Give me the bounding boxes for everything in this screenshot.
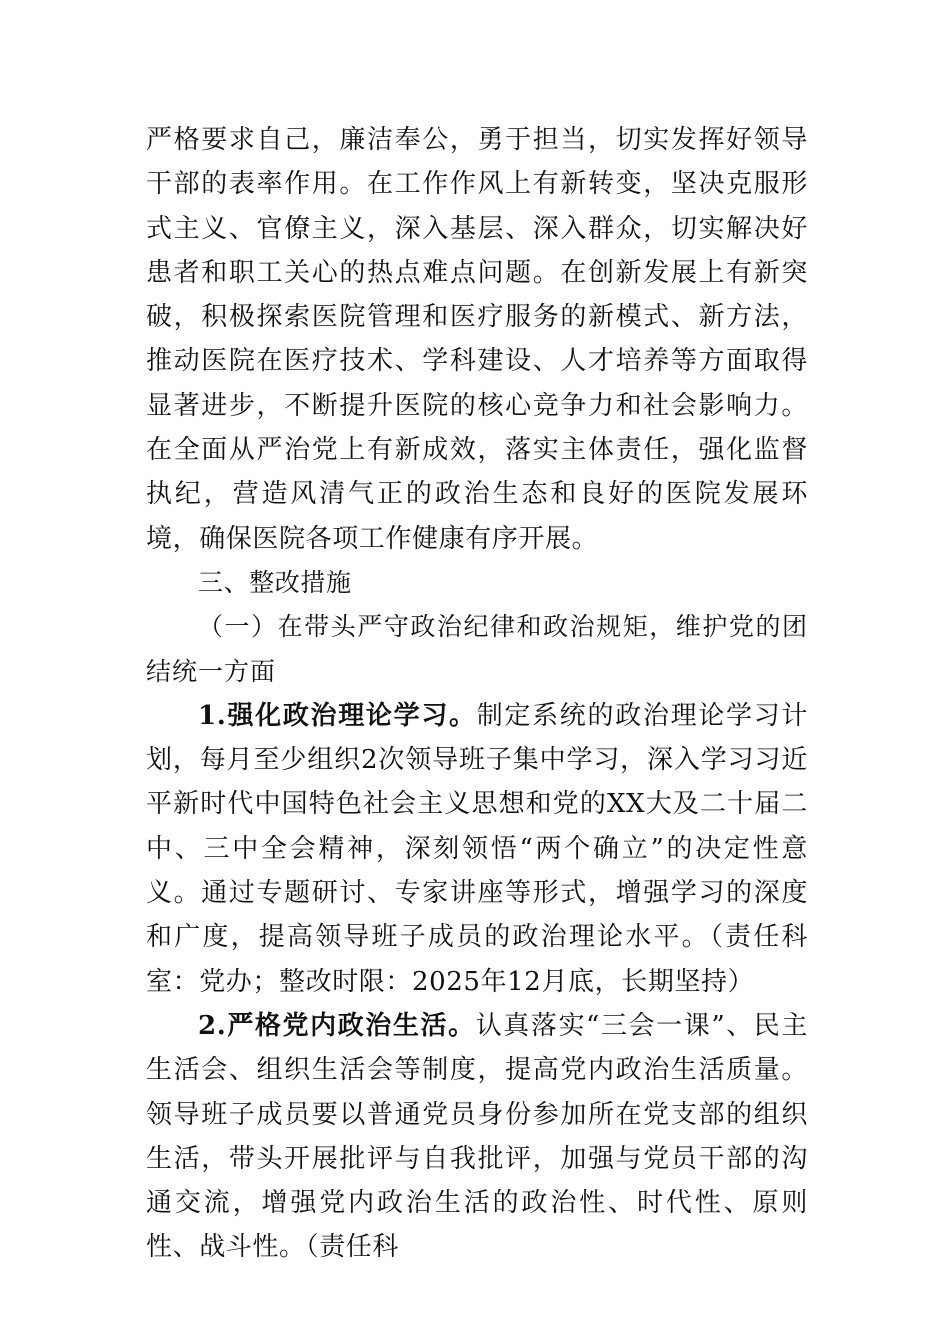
measure-item-1-title: 1.强化政治理论学习。 — [198, 700, 477, 731]
subsection-heading: （一）在带头严守政治纪律和政治规矩，维护党的团结统一方面 — [146, 612, 808, 686]
measure-item-1-body: 制定系统的政治理论学习计划，每月至少组织2次领导班子集中学习，深入学习习近平新时代中国特色社会主义思想和党的XX大及二十届二中、三中全会精神，深刻领悟“两个确立”的决定性意义。通过专题研讨、专家讲座等形式，增强学习的深度和广度，提高领导班子成员的政治理论水平。（责任科室：党办；整改时限：2025年12月底，长期坚持） — [146, 700, 808, 997]
section-heading: 三、整改措施 — [198, 567, 352, 597]
measure-item-2 — [146, 1004, 808, 1270]
measure-item-1 — [146, 694, 808, 1004]
document-body — [146, 118, 808, 1270]
measure-item-2-title: 2.严格党内政治生活。 — [198, 1010, 476, 1041]
measure-item-2-body: 认真落实“三会一课”、民主生活会、组织生活会等制度，提高党内政治生活质量。领导班子成员要以普通党员身份参加所在党支部的组织生活，带头开展批评与自我批评，加强与党员干部的沟通交流，增强党内政治生活的政治性、时代性、原则性、战斗性。（责任科 — [146, 1010, 808, 1263]
paragraph-continued: 严格要求自己，廉洁奉公，勇于担当，切实发挥好领导干部的表率作用。在工作作风上有新转变，坚决克服形式主义、官僚主义，深入基层、深入群众，切实解决好患者和职工关心的热点难点问题。在创新发展上有新突破，积极探索医院管理和医疗服务的新模式、新方法，推动医院在医疗技术、学科建设、人才培养等方面取得显著进步，不断提升医院的核心竞争力和社会影响力。在全面从严治党上有新成效，落实主体责任，强化监督执纪，营造风清气正的政治生态和良好的医院发展环境，确保医院各项工作健康有序开展。 — [146, 125, 808, 554]
